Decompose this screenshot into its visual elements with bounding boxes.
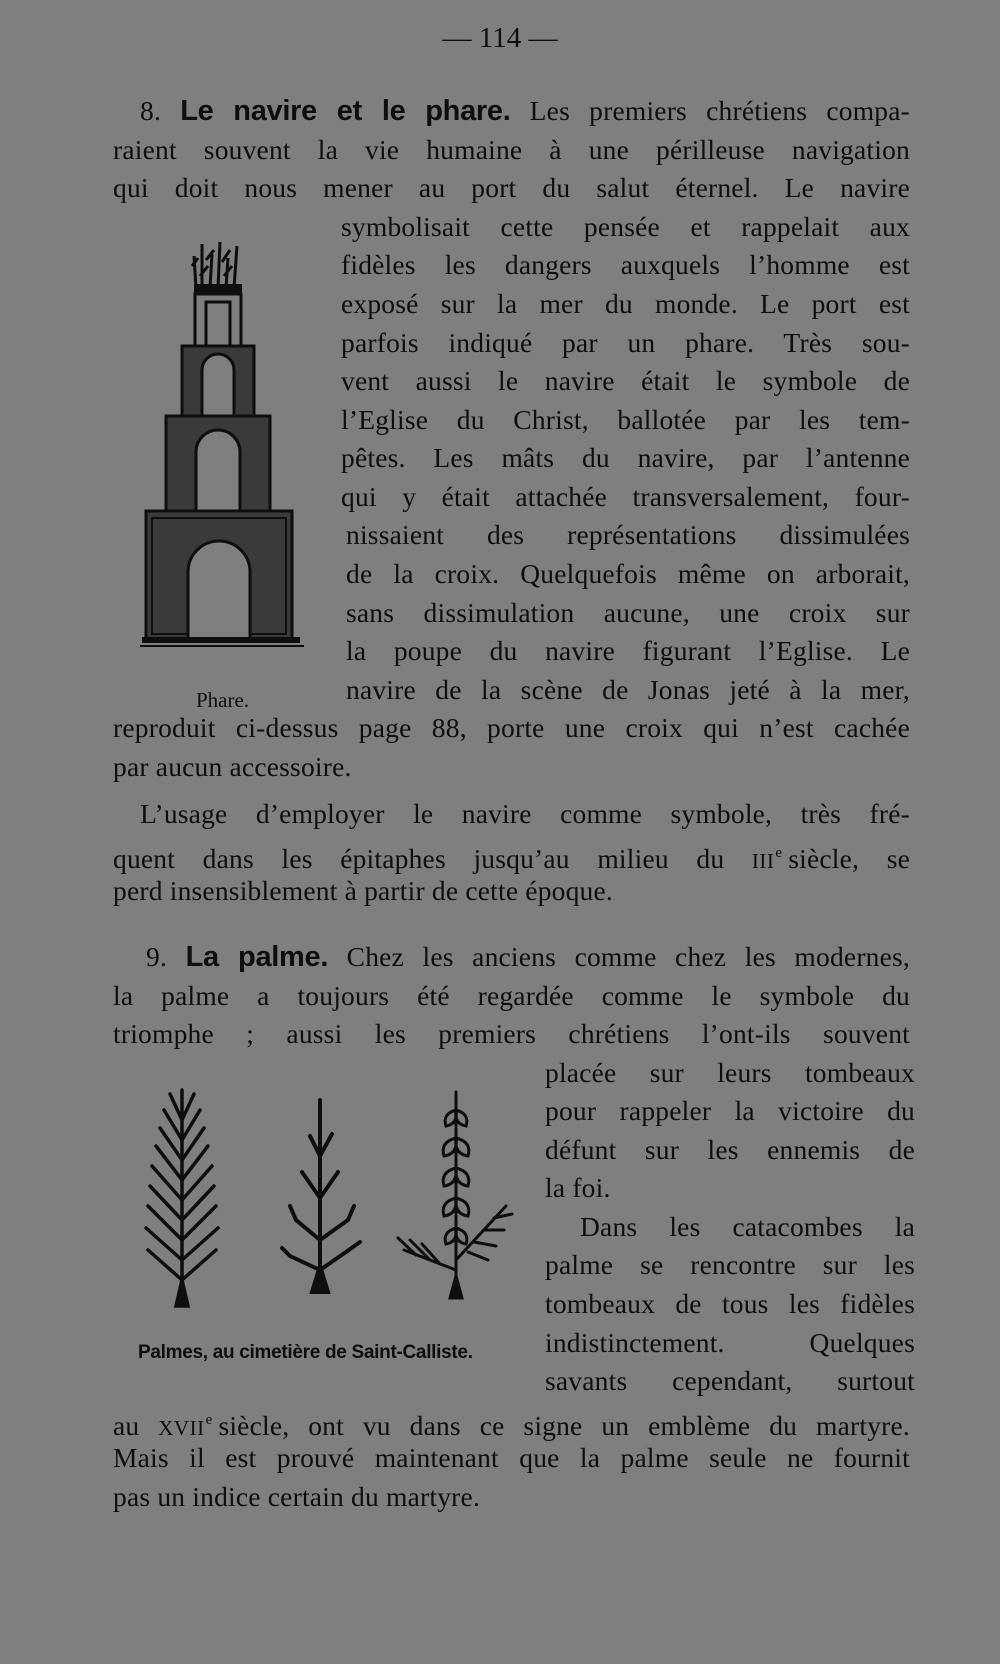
text-line: palme se rencontre sur les: [545, 1249, 915, 1280]
section-heading: La palme.: [185, 941, 329, 973]
text-line: triomphe ; aussi les premiers chrétiens l’ont-ils souvent: [113, 1018, 910, 1049]
text-line: la palme a toujours été regardée comme le symbole du: [113, 980, 910, 1011]
text-line: savants cependant, surtout: [545, 1365, 915, 1396]
section-9-first-line: [146, 940, 910, 974]
text-line: la foi.: [545, 1172, 611, 1203]
text-line: pas un indice certain du martyre.: [113, 1481, 481, 1512]
text-line: raient souvent la vie humaine à une périlleuse navigation: [113, 134, 910, 165]
text-line: défunt sur les ennemis de: [545, 1134, 915, 1165]
text-line: au XVIIe siècle, ont vu dans ce signe un emblème du martyre.: [113, 1410, 910, 1441]
text-line: navire de la scène de Jonas jeté à la mer,: [346, 674, 910, 705]
text-line: quent dans les épitaphes jusqu’au milieu du IIIe siècle, se: [113, 843, 911, 874]
text-line: L’usage d’employer le navire comme symbole, très fré-: [140, 798, 910, 829]
text-line: Mais il est prouvé maintenant que la palme seule ne fournit: [113, 1442, 910, 1473]
text-line: sans dissimulation aucune, une croix sur: [346, 597, 910, 628]
text-line: vent aussi le navire était le symbole de: [341, 365, 910, 396]
section-number: 9.: [146, 941, 168, 972]
text-line: la poupe du navire figurant l’Eglise. Le: [346, 635, 910, 666]
palm-branch-icon: [398, 1092, 512, 1298]
section-number: 8.: [140, 95, 162, 126]
text-line: symbolisait cette pensée et rappelait aux: [341, 211, 910, 242]
flame-icon: [192, 242, 237, 288]
text-line: indistinctement. Quelques: [545, 1327, 915, 1358]
text-line: placée sur leurs tombeaux: [545, 1057, 915, 1088]
palm-branch-icon: [282, 1100, 360, 1292]
text-line: de la croix. Quelquefois même on arborait,: [346, 558, 910, 589]
section-8-first-line: [140, 94, 910, 128]
text-line: reproduit ci-dessus page 88, porte une croix qui n’est cachée: [113, 712, 910, 743]
text-line: l’Eglise du Christ, ballotée par les tem-: [341, 404, 910, 435]
superscript: e: [205, 1412, 213, 1428]
text-line: par aucun accessoire.: [113, 751, 352, 782]
text-line: pour rappeler la victoire du: [545, 1095, 915, 1126]
text-line: exposé sur la mer du monde. Le port est: [341, 288, 910, 319]
text-line: qui doit nous mener au port du salut éternel. Le navire: [113, 172, 910, 203]
figure-caption-palms: Palmes, au cimetière de Saint-Calliste.: [138, 1342, 473, 1363]
superscript: e: [775, 845, 783, 861]
lighthouse-illustration: [140, 236, 320, 666]
text-line: Dans les catacombes la: [580, 1211, 915, 1242]
text-line: nissaient des représentations dissimulées: [346, 519, 910, 550]
text-line: pêtes. Les mâts du navire, par l’antenne: [341, 442, 910, 473]
text-line: perd insensiblement à partir de cette époque.: [113, 875, 613, 906]
roman-numeral: III: [751, 849, 775, 873]
page-number: — 114 —: [442, 22, 558, 54]
text-line: parfois indiqué par un phare. Très sou-: [341, 327, 910, 358]
section-heading: Le navire et le phare.: [180, 95, 511, 127]
palms-illustration: [140, 1080, 520, 1320]
figure-caption-lighthouse: Phare.: [196, 688, 250, 712]
palm-branch-icon: [146, 1090, 218, 1306]
section-text: Chez les anciens comme chez les modernes,: [346, 941, 911, 972]
text-line: tombeaux de tous les fidèles: [545, 1288, 915, 1319]
section-text: Les premiers chrétiens compa-: [529, 95, 911, 126]
roman-numeral: XVII: [158, 1416, 205, 1440]
text-line: qui y était attachée transversalement, four-: [341, 481, 910, 512]
text-line: fidèles les dangers auxquels l’homme est: [341, 249, 910, 280]
